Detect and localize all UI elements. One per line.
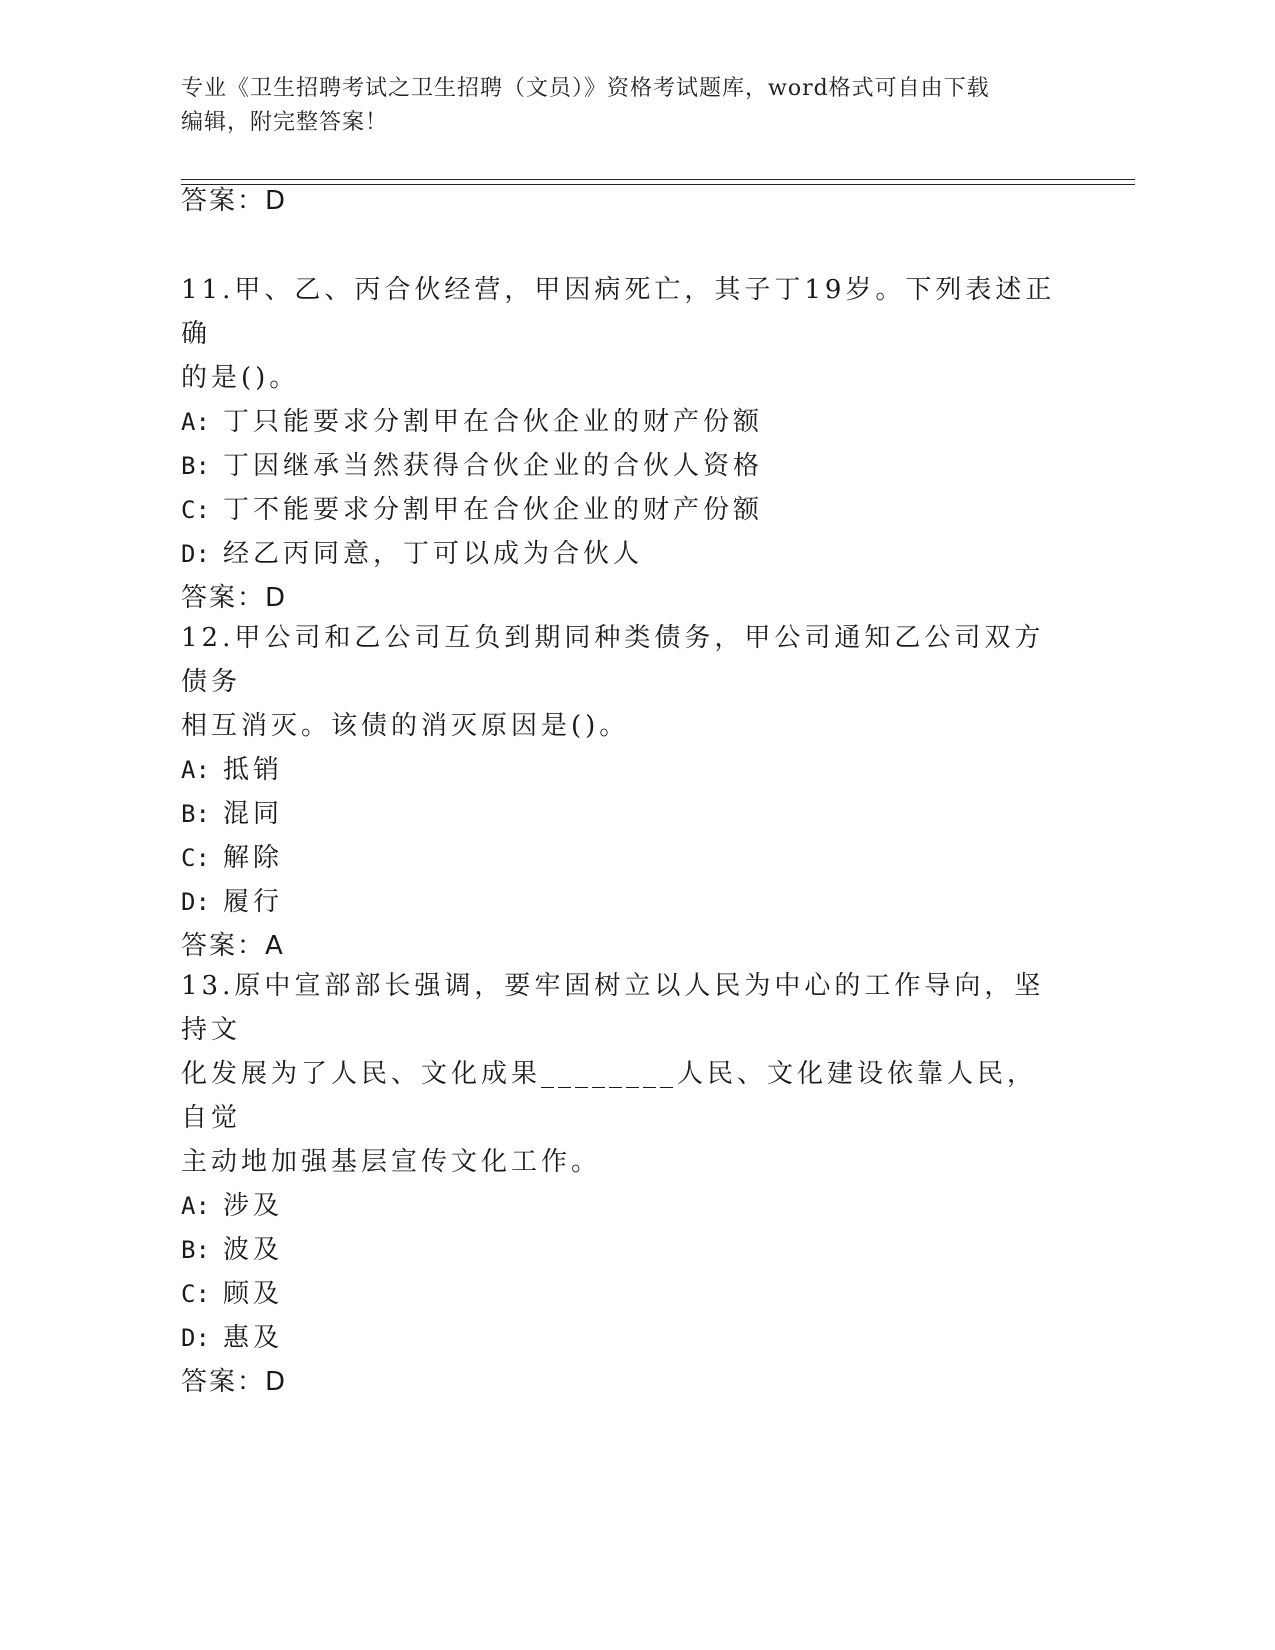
question-13 — [181, 964, 1061, 1404]
option-text: 经乙丙同意，丁可以成为合伙人 — [223, 539, 644, 569]
option-letter: B: — [181, 800, 210, 828]
question-stem-line: 的是()。 — [181, 363, 300, 393]
question-stem-line: 主动地加强基层宣传文化工作。 — [181, 1147, 602, 1177]
question-stem-line: 化发展为了人民、文化成果________人民、文化建设依靠人民，自觉 — [181, 1059, 1038, 1133]
option-letter: B: — [181, 452, 210, 480]
option-a — [181, 1184, 1061, 1228]
option-d — [181, 1316, 1061, 1360]
option-letter: D: — [181, 540, 210, 568]
option-letter: A: — [181, 408, 210, 436]
header-line-2: 编辑，附完整答案！ — [181, 110, 389, 135]
question-answer: 答案：A — [181, 931, 285, 961]
option-letter: C: — [181, 496, 210, 524]
question-stem-line: 11.甲、乙、丙合伙经营，甲因病死亡，其子丁19岁。下列表述正确 — [181, 275, 1056, 349]
option-text: 抵销 — [223, 755, 284, 785]
option-letter: A: — [181, 756, 210, 784]
option-letter: D: — [181, 888, 210, 916]
option-letter: C: — [181, 844, 210, 872]
option-text: 混同 — [223, 799, 284, 829]
option-c — [181, 1272, 1061, 1316]
option-text: 丁不能要求分割甲在合伙企业的财产份额 — [223, 495, 764, 525]
question-12 — [181, 616, 1061, 968]
header-divider-top — [181, 179, 1135, 180]
option-text: 丁因继承当然获得合伙企业的合伙人资格 — [223, 451, 764, 481]
document-header — [181, 72, 1081, 140]
option-letter: B: — [181, 1236, 210, 1264]
option-letter: D: — [181, 1324, 210, 1352]
question-stem-line: 13.原中宣部部长强调，要牢固树立以人民为中心的工作导向，坚持文 — [181, 971, 1045, 1045]
question-answer: 答案：D — [181, 1367, 288, 1397]
option-d — [181, 880, 1061, 924]
option-text: 波及 — [223, 1235, 284, 1265]
header-line-1: 专业《卫生招聘考试之卫生招聘（文员）》资格考试题库，word格式可自由下载 — [181, 76, 990, 101]
question-stem-line: 12.甲公司和乙公司互负到期同种类债务，甲公司通知乙公司双方债务 — [181, 623, 1045, 697]
option-c — [181, 836, 1061, 880]
question-11 — [181, 268, 1061, 620]
header-divider-bottom — [181, 184, 1135, 185]
option-text: 涉及 — [223, 1191, 284, 1221]
previous-answer: 答案：D — [181, 186, 288, 216]
option-text: 丁只能要求分割甲在合伙企业的财产份额 — [223, 407, 764, 437]
option-a — [181, 400, 1061, 444]
option-a — [181, 748, 1061, 792]
option-letter: C: — [181, 1280, 210, 1308]
option-letter: A: — [181, 1192, 210, 1220]
option-text: 顾及 — [223, 1279, 284, 1309]
option-c — [181, 488, 1061, 532]
option-text: 解除 — [223, 843, 284, 873]
question-stem-line: 相互消灭。该债的消灭原因是()。 — [181, 711, 630, 741]
option-b — [181, 792, 1061, 836]
option-b — [181, 444, 1061, 488]
option-b — [181, 1228, 1061, 1272]
question-answer: 答案：D — [181, 583, 288, 613]
option-text: 惠及 — [223, 1323, 284, 1353]
option-d — [181, 532, 1061, 576]
option-text: 履行 — [223, 887, 284, 917]
